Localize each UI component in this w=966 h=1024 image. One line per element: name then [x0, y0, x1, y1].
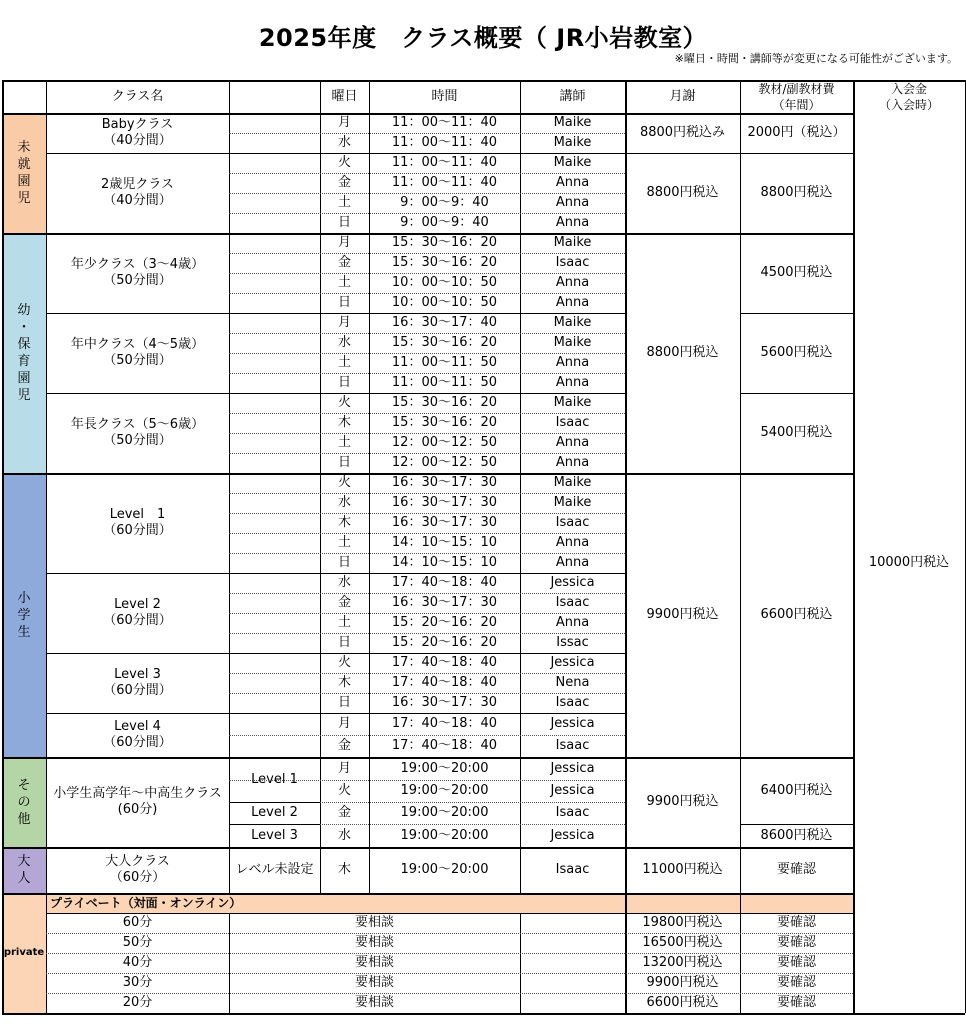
private-fee: 13200円税込 — [642, 955, 723, 970]
schedule-day: 火 — [337, 783, 351, 798]
category-char: 児 — [17, 191, 31, 206]
private-consult: 要相談 — [354, 975, 394, 990]
header-monthly-fee: 月謝 — [669, 88, 696, 104]
material-fee: 要確認 — [776, 862, 816, 877]
class-name: 小学生高学年～中高生クラス (60分) — [53, 786, 222, 817]
schedule-time: 12：00～12：50 — [391, 435, 498, 450]
private-fee: 19800円税込 — [642, 915, 723, 930]
schedule-day: 火 — [337, 395, 351, 410]
schedule-time: 15：30～16：20 — [391, 415, 498, 430]
schedule-day: 月 — [337, 716, 351, 731]
schedule-time: 15：30～16：20 — [391, 235, 498, 250]
schedule-time: 16：30～17：30 — [391, 495, 498, 510]
schedule-teacher: Anna — [555, 615, 590, 630]
monthly-fee: 8800円税込み — [639, 125, 726, 140]
category-char: 育 — [17, 354, 31, 369]
material-fee: 5400円税込 — [760, 425, 833, 440]
grid-line — [2, 847, 853, 849]
private-material: 要確認 — [776, 995, 816, 1010]
class-name: Level 3 （60分間） — [103, 667, 172, 698]
private-material: 要確認 — [776, 935, 816, 950]
schedule-teacher: Isaac — [555, 595, 590, 610]
private-duration: 60分 — [122, 915, 153, 930]
schedule-time: 11：00～11：50 — [391, 375, 498, 390]
material-fee: 5600円税込 — [760, 345, 833, 360]
grid-line — [2, 80, 4, 1013]
category-label — [2, 473, 46, 757]
grid-line — [229, 613, 625, 614]
header-material-fee: 教材/副教材費 （年間） — [758, 81, 835, 112]
grid-line — [2, 80, 965, 82]
grid-line — [229, 735, 625, 736]
grid-line — [740, 393, 853, 394]
schedule-day: 金 — [337, 805, 351, 820]
grid-line — [229, 693, 625, 694]
grid-line — [46, 973, 853, 974]
schedule-teacher: Maike — [553, 495, 592, 510]
grid-line — [229, 847, 320, 848]
grid-line — [625, 80, 627, 1013]
schedule-day: 火 — [337, 155, 351, 170]
schedule-day: 日 — [337, 695, 351, 710]
grid-line — [229, 553, 625, 554]
grid-line — [46, 993, 853, 994]
schedule-day: 月 — [337, 235, 351, 250]
schedule-teacher: Isaac — [555, 515, 590, 530]
grid-line — [46, 313, 625, 314]
schedule-time: 15：20～16：20 — [391, 615, 498, 630]
category-label — [2, 847, 46, 893]
grid-line — [229, 173, 625, 174]
sub-level: レベル未設定 — [235, 862, 314, 877]
schedule-day: 日 — [337, 375, 351, 390]
class-name: 年長クラス（5～6歳） （50分間） — [70, 417, 205, 448]
category-char: 大 — [17, 854, 31, 869]
material-fee: 8600円税込 — [760, 827, 833, 843]
grid-line — [229, 513, 625, 514]
grid-line — [229, 373, 625, 374]
grid-line — [46, 713, 625, 714]
grid-line — [853, 80, 855, 1013]
schedule-teacher: Isaac — [555, 805, 590, 820]
category-char: ・ — [17, 320, 31, 335]
grid-line — [369, 80, 370, 893]
schedule-day: 土 — [337, 435, 351, 450]
schedule-teacher: Maike — [553, 115, 592, 130]
class-name: Level 2 （60分間） — [103, 597, 172, 628]
schedule-day: 月 — [337, 760, 351, 776]
schedule-time: 19:00～20:00 — [400, 862, 489, 877]
schedule-teacher: Isaac — [555, 255, 590, 270]
class-name: 大人クラス （60分） — [105, 854, 170, 885]
header-entry-fee: 入会金 （入会時） — [878, 81, 939, 112]
schedule-day: 土 — [337, 355, 351, 370]
grid-line — [2, 113, 853, 115]
grid-line — [229, 253, 625, 254]
schedule-time: 14：10～15：10 — [391, 535, 498, 550]
category-char: 幼 — [17, 303, 31, 318]
schedule-day: 日 — [337, 455, 351, 470]
material-fee: 6400円税込 — [760, 782, 833, 798]
schedule-time: 16：30～17：30 — [391, 475, 498, 490]
schedule-teacher: Anna — [555, 295, 590, 310]
schedule-teacher: Issac — [556, 635, 589, 650]
entry-fee: 10000円税込 — [868, 555, 950, 570]
schedule-teacher: Maike — [553, 135, 592, 150]
schedule-teacher: Anna — [555, 535, 590, 550]
schedule-time: 11：00～11：40 — [391, 155, 498, 170]
schedule-day: 金 — [337, 595, 351, 610]
class-name: Babyクラス （40分間） — [101, 117, 174, 148]
category-char: 学 — [17, 607, 31, 623]
category-char: 児 — [17, 388, 31, 403]
schedule-teacher: Anna — [555, 175, 590, 190]
class-name: Level 4 （60分間） — [103, 719, 172, 750]
grid-line — [740, 80, 741, 1013]
grid-line — [229, 913, 230, 1013]
schedule-teacher: Isaac — [555, 738, 590, 753]
grid-line — [229, 824, 320, 825]
category-label — [2, 233, 46, 473]
grid-line — [229, 293, 625, 294]
grid-line — [229, 80, 230, 893]
schedule-time: 17：40～18：40 — [391, 575, 498, 590]
schedule-day: 日 — [337, 555, 351, 570]
grid-line — [46, 953, 853, 954]
schedule-time: 17：40～18：40 — [391, 675, 498, 690]
category-char: 園 — [17, 174, 31, 189]
category-char: 未 — [17, 140, 31, 155]
grid-line — [229, 593, 625, 594]
schedule-day: 金 — [337, 738, 351, 753]
sub-level: Level 3 — [251, 827, 298, 843]
schedule-teacher: Isaac — [555, 862, 590, 877]
material-fee: 8800円税込 — [760, 185, 833, 200]
grid-line — [229, 780, 625, 781]
class-name: Level 1 （60分間） — [103, 507, 172, 538]
schedule-day: 月 — [337, 115, 351, 130]
schedule-teacher: Jessica — [550, 655, 595, 670]
private-consult: 要相談 — [354, 995, 394, 1010]
grid-line — [229, 353, 625, 354]
grid-line — [320, 80, 321, 893]
material-fee: 4500円税込 — [760, 265, 833, 280]
schedule-time: 19:00～20:00 — [400, 783, 489, 798]
schedule-time: 17：40～18：40 — [391, 738, 498, 753]
schedule-time: 16：30～17：30 — [391, 695, 498, 710]
grid-line — [520, 913, 521, 1013]
schedule-time: 16：30～17：30 — [391, 515, 498, 530]
schedule-day: 日 — [337, 295, 351, 310]
schedule-teacher: Maike — [553, 155, 592, 170]
category-char: の — [17, 794, 31, 810]
category-label — [2, 757, 46, 847]
schedule-teacher: Jessica — [550, 760, 595, 776]
schedule-day: 水 — [337, 335, 351, 350]
grid-line — [2, 473, 853, 475]
grid-line — [229, 333, 625, 334]
category-char: そ — [17, 777, 31, 793]
monthly-fee: 11000円税込 — [642, 862, 723, 877]
grid-line — [229, 673, 625, 674]
category-char: 小 — [17, 590, 31, 606]
category-char: 就 — [17, 157, 31, 172]
grid-line — [2, 233, 853, 235]
grid-line — [229, 193, 625, 194]
grid-line — [46, 573, 625, 574]
schedule-teacher: Anna — [555, 275, 590, 290]
grid-line — [520, 80, 521, 893]
sub-level: Level 2 — [251, 805, 298, 820]
schedule-teacher: Isaac — [555, 695, 590, 710]
grid-line — [229, 453, 625, 454]
private-consult: 要相談 — [354, 915, 394, 930]
private-material: 要確認 — [776, 955, 816, 970]
schedule-day: 月 — [337, 315, 351, 330]
grid-line — [2, 893, 853, 895]
private-fee: 16500円税込 — [642, 935, 723, 950]
class-name: 年少クラス（3～4歳） （50分間） — [70, 257, 205, 288]
schedule-day: 日 — [337, 215, 351, 230]
schedule-time: 19:00～20:00 — [400, 827, 489, 843]
schedule-teacher: Isaac — [555, 415, 590, 430]
category-char: 生 — [17, 624, 31, 640]
schedule-teacher: Jessica — [550, 575, 595, 590]
grid-line — [2, 757, 853, 759]
page-title: 2025年度 クラス概要（ JR小岩教室） — [258, 24, 708, 52]
schedule-time: 17：40～18：40 — [391, 655, 498, 670]
schedule-time: 17：40～18：40 — [391, 716, 498, 731]
grid-line — [46, 653, 625, 654]
material-fee: 6600円税込 — [760, 607, 833, 622]
grid-line — [625, 153, 740, 154]
private-consult: 要相談 — [354, 935, 394, 950]
schedule-teacher: Maike — [553, 395, 592, 410]
schedule-day: 水 — [337, 135, 351, 150]
grid-line — [229, 633, 625, 634]
grid-line — [229, 413, 625, 414]
schedule-teacher: Maike — [553, 475, 592, 490]
schedule-time: 15：30～16：20 — [391, 335, 498, 350]
header-teacher: 講師 — [559, 88, 586, 104]
schedule-teacher: Anna — [555, 555, 590, 570]
schedule-teacher: Anna — [555, 355, 590, 370]
monthly-fee: 9900円税込 — [646, 607, 719, 622]
schedule-teacher: Jessica — [550, 827, 595, 843]
schedule-time: 19:00～20:00 — [400, 760, 489, 776]
private-material: 要確認 — [776, 915, 816, 930]
schedule-teacher: Anna — [555, 455, 590, 470]
schedule-teacher: Maike — [553, 335, 592, 350]
schedule-day: 土 — [337, 275, 351, 290]
schedule-teacher: Nena — [555, 675, 590, 690]
grid-line — [229, 802, 320, 803]
schedule-time: 10：00～10：50 — [391, 295, 498, 310]
private-duration: 50分 — [122, 935, 153, 950]
grid-line — [46, 153, 625, 154]
schedule-time: 11：00～11：50 — [391, 355, 498, 370]
schedule-teacher: Maike — [553, 315, 592, 330]
header-class-name: クラス名 — [111, 88, 164, 104]
schedule-time: 11：00～11：40 — [391, 115, 498, 130]
change-notice: ※曜日・時間・講師等が変更になる可能性がございます。 — [674, 52, 958, 65]
schedule-time: 16：30～17：30 — [391, 595, 498, 610]
schedule-day: 日 — [337, 635, 351, 650]
category-char: 他 — [17, 811, 31, 827]
monthly-fee: 9900円税込 — [646, 794, 719, 809]
category-label — [2, 113, 46, 233]
schedule-teacher: Jessica — [550, 783, 595, 798]
schedule-day: 土 — [337, 535, 351, 550]
schedule-day: 火 — [337, 655, 351, 670]
header-day: 曜日 — [331, 88, 358, 104]
schedule-day: 木 — [337, 675, 351, 690]
grid-line — [229, 133, 625, 134]
schedule-time: 9：00～9：40 — [400, 215, 489, 230]
grid-line — [740, 824, 853, 825]
private-consult: 要相談 — [354, 955, 394, 970]
monthly-fee: 8800円税込 — [646, 345, 719, 360]
grid-line — [46, 913, 853, 914]
sub-level: Level 1 — [251, 771, 298, 787]
private-fee: 9900円税込 — [646, 975, 719, 990]
schedule-time: 11：00～11：40 — [391, 135, 498, 150]
grid-line — [46, 393, 625, 394]
schedule-time: 12：00～12：50 — [391, 455, 498, 470]
schedule-time: 15：30～16：20 — [391, 255, 498, 270]
schedule-day: 金 — [337, 255, 351, 270]
class-name: 2歳児クラス （40分間） — [101, 177, 174, 208]
schedule-day: 金 — [337, 175, 351, 190]
material-fee: 2000円（税込） — [747, 125, 846, 140]
schedule-teacher: Maike — [553, 235, 592, 250]
schedule-time: 11：00～11：40 — [391, 175, 498, 190]
category-char: 人 — [17, 871, 31, 886]
private-duration: 20分 — [122, 995, 153, 1010]
header-time: 時間 — [431, 88, 458, 104]
grid-line — [740, 313, 853, 314]
schedule-time: 19:00～20:00 — [400, 805, 489, 820]
schedule-time: 9：00～9：40 — [400, 195, 489, 210]
class-name: 年中クラス（4～5歳） （50分間） — [70, 337, 205, 368]
schedule-teacher: Anna — [555, 215, 590, 230]
category-char: 保 — [17, 337, 31, 352]
grid-line — [229, 433, 625, 434]
schedule-teacher: Jessica — [550, 716, 595, 731]
schedule-time: 15：20～16：20 — [391, 635, 498, 650]
private-material: 要確認 — [776, 975, 816, 990]
schedule-time: 15：30～16：20 — [391, 395, 498, 410]
category-char: 園 — [17, 371, 31, 386]
grid-line — [229, 273, 625, 274]
private-fee: 6600円税込 — [646, 995, 719, 1010]
grid-line — [229, 493, 625, 494]
schedule-teacher: Anna — [555, 375, 590, 390]
schedule-day: 火 — [337, 475, 351, 490]
monthly-fee: 8800円税込 — [646, 185, 719, 200]
schedule-day: 水 — [337, 575, 351, 590]
schedule-day: 木 — [337, 415, 351, 430]
schedule-time: 10：00～10：50 — [391, 275, 498, 290]
grid-line — [740, 153, 853, 154]
grid-line — [46, 80, 47, 1013]
private-duration: 40分 — [122, 955, 153, 970]
schedule-day: 木 — [337, 515, 351, 530]
grid-line — [2, 1013, 965, 1015]
schedule-day: 土 — [337, 195, 351, 210]
schedule-time: 16：30～17：40 — [391, 315, 498, 330]
grid-line — [229, 213, 625, 214]
private-heading: プライベート（対面・オンライン） — [46, 893, 853, 913]
schedule-day: 水 — [337, 495, 351, 510]
private-duration: 30分 — [122, 975, 153, 990]
schedule-day: 土 — [337, 615, 351, 630]
schedule-teacher: Anna — [555, 195, 590, 210]
schedule-day: 水 — [337, 827, 351, 843]
schedule-day: 木 — [337, 862, 351, 877]
grid-line — [46, 933, 853, 934]
category-label-private: private — [2, 893, 46, 1013]
schedule-teacher: Anna — [555, 435, 590, 450]
schedule-time: 14：10～15：10 — [391, 555, 498, 570]
grid-line — [229, 533, 625, 534]
